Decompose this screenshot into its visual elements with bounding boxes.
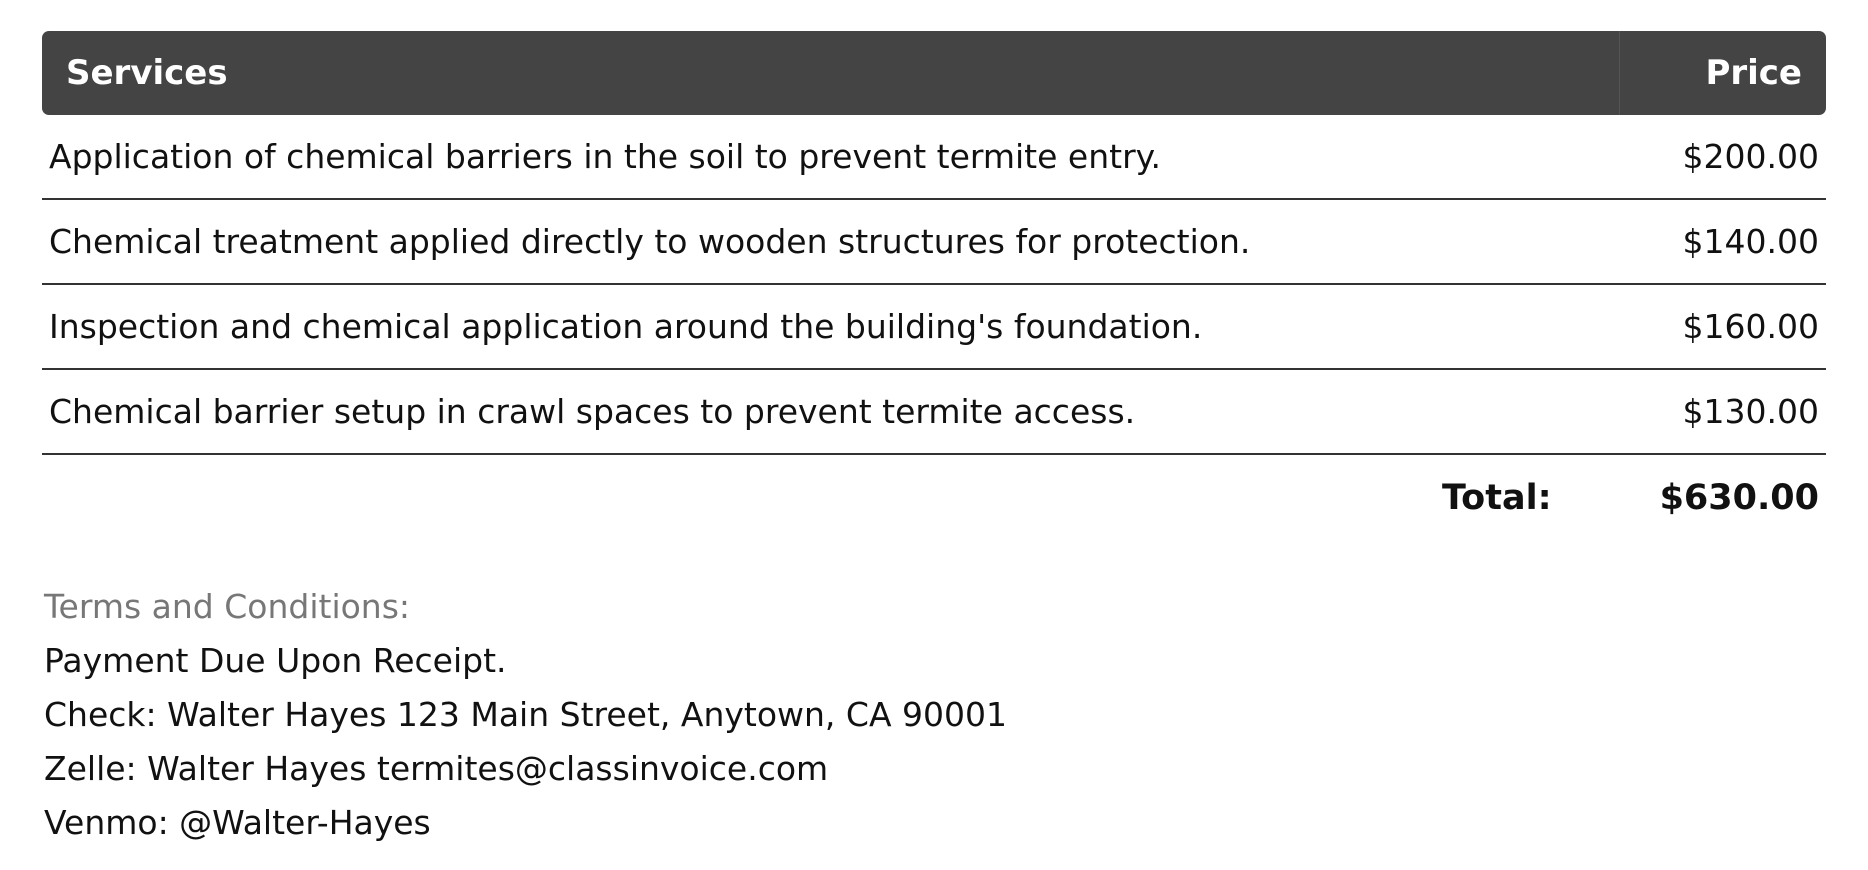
services-column-header: Services xyxy=(66,53,228,93)
service-description: Chemical barrier setup in crawl spaces to prevent termite access. xyxy=(49,392,1136,431)
price-column-header: Price xyxy=(1705,53,1802,93)
terms-venmo-info: Venmo: @Walter-Hayes xyxy=(44,803,431,842)
services-table xyxy=(42,31,1826,541)
service-price: $140.00 xyxy=(1682,222,1819,261)
table-header xyxy=(42,31,1826,115)
table-row xyxy=(42,200,1826,285)
terms-payment-due: Payment Due Upon Receipt. xyxy=(44,641,507,680)
service-price: $160.00 xyxy=(1682,307,1819,346)
terms-title: Terms and Conditions: xyxy=(44,587,411,626)
service-description: Application of chemical barriers in the soil to prevent termite entry. xyxy=(49,137,1161,176)
terms-zelle-info: Zelle: Walter Hayes termites@classinvoice.com xyxy=(44,749,829,788)
table-row xyxy=(42,285,1826,370)
total-row xyxy=(42,455,1826,541)
service-description: Inspection and chemical application around the building's foundation. xyxy=(49,307,1203,346)
service-price: $200.00 xyxy=(1682,137,1819,176)
service-price: $130.00 xyxy=(1682,392,1819,431)
terms-check-info: Check: Walter Hayes 123 Main Street, Anytown, CA 90001 xyxy=(44,695,1007,734)
table-row xyxy=(42,370,1826,455)
total-label: Total: xyxy=(1441,478,1552,518)
service-description: Chemical treatment applied directly to wooden structures for protection. xyxy=(49,222,1251,261)
total-value: $630.00 xyxy=(1659,478,1819,518)
terms-section xyxy=(44,580,1007,850)
table-row xyxy=(42,115,1826,200)
